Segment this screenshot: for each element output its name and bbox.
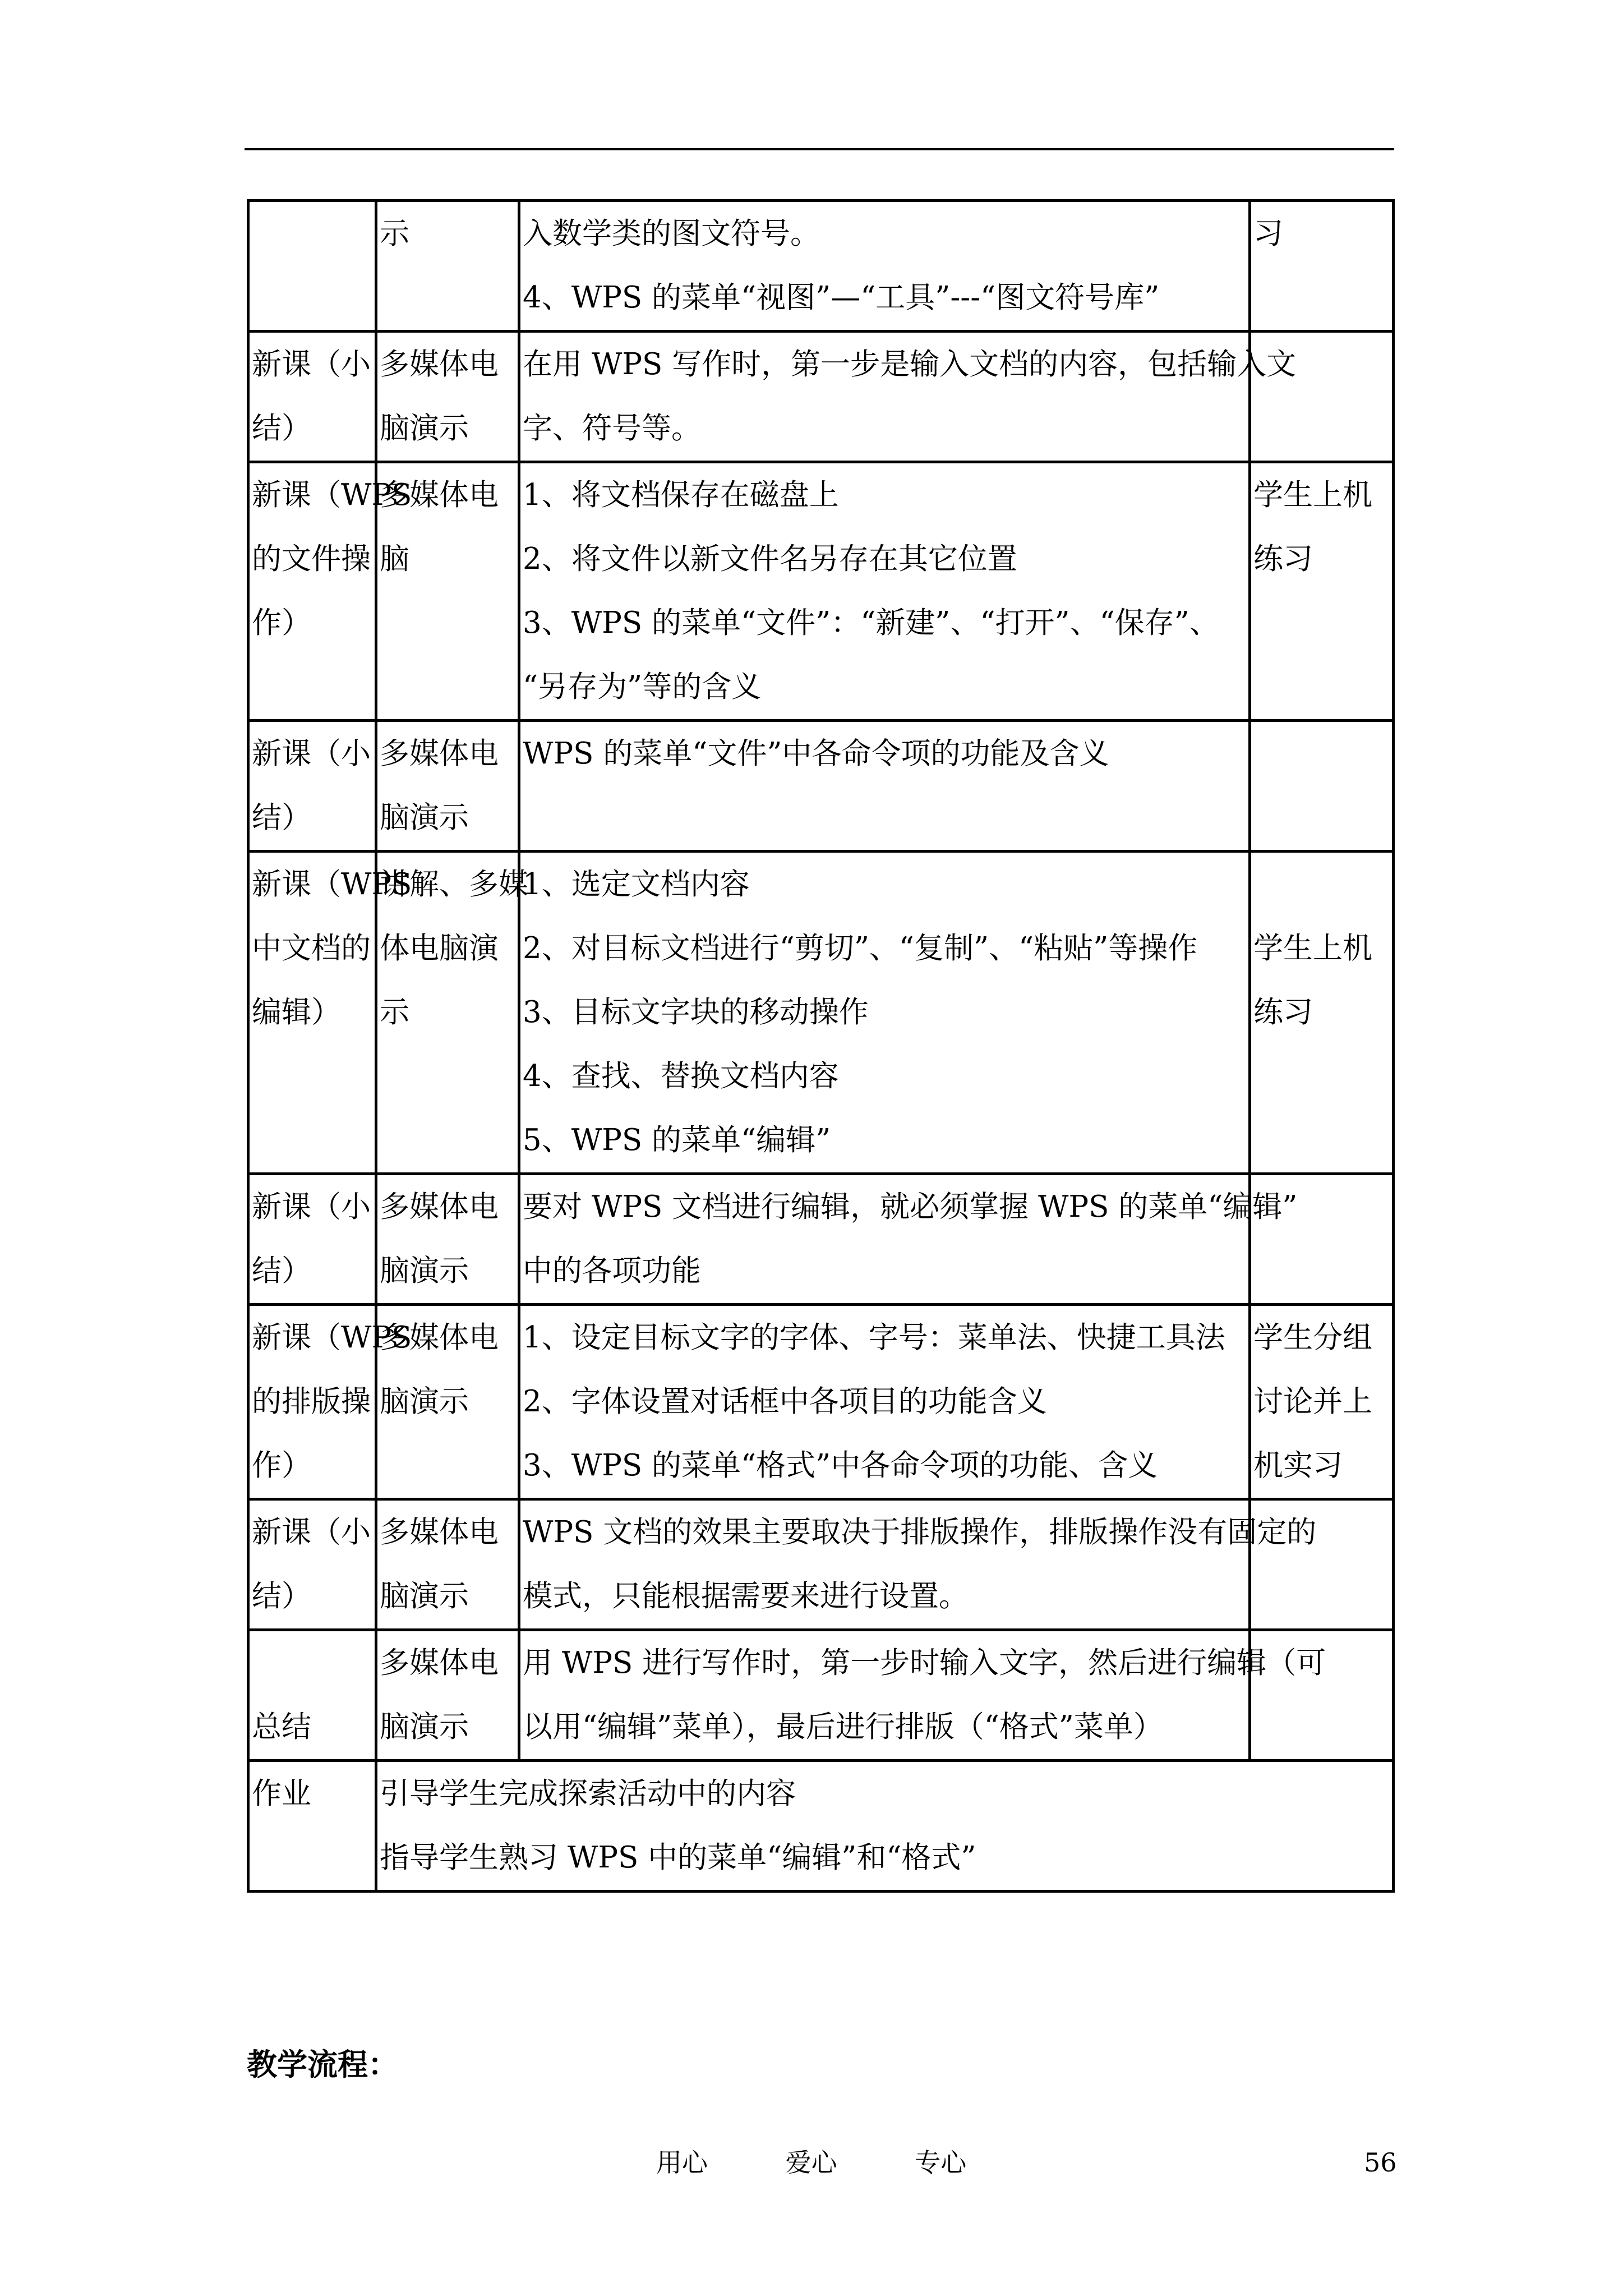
cell-line bbox=[1253, 853, 1390, 917]
cell-line: 2、将文件以新文件名另存在其它位置 bbox=[523, 542, 1017, 576]
cell-line: 脑演示 bbox=[380, 1579, 469, 1613]
cell-line: 脑演示 bbox=[380, 800, 469, 835]
section-title: 教学流程： bbox=[247, 2046, 398, 2082]
cell-line: “另存为”等的含义 bbox=[523, 670, 762, 704]
activity-cell bbox=[1250, 462, 1394, 721]
homework-line: 引导学生完成探索活动中的内容 bbox=[380, 1777, 796, 1811]
cell-line: 练习 bbox=[1253, 542, 1313, 576]
content-cell bbox=[519, 1174, 1298, 1305]
header-rule bbox=[245, 148, 1394, 150]
cell-line: 脑演示 bbox=[380, 1254, 469, 1288]
cell-line: 学生分组 bbox=[1253, 1320, 1372, 1355]
table-row bbox=[248, 462, 1394, 721]
cell-line: 1、选定文档内容 bbox=[523, 867, 750, 901]
footer-motto-word: 专心 bbox=[915, 2147, 967, 2178]
cell-line: 脑演示 bbox=[380, 411, 469, 445]
cell-line: 习 bbox=[1253, 217, 1283, 251]
cell-line: 多媒体电 bbox=[380, 1515, 499, 1549]
cell-line: 多媒体电 bbox=[380, 1646, 499, 1680]
method-cell bbox=[376, 332, 519, 462]
cell-line: 新课（小 bbox=[252, 347, 371, 381]
table-row bbox=[248, 852, 1394, 1174]
table-row bbox=[248, 201, 1394, 332]
lesson-plan-body bbox=[248, 201, 1394, 1892]
cell-line: 中的各项功能 bbox=[523, 1254, 701, 1288]
cell-line: 新课（小 bbox=[252, 1515, 371, 1549]
cell-line: 脑 bbox=[380, 542, 409, 576]
cell-line: 4、WPS 的菜单“视图”—“工具”---“图文符号库” bbox=[523, 280, 1160, 315]
stage-cell bbox=[248, 852, 412, 1174]
cell-line: 1、将文档保存在磁盘上 bbox=[523, 478, 839, 512]
cell-line: 练习 bbox=[1253, 995, 1313, 1029]
cell-line: 新课（WPS bbox=[252, 478, 412, 512]
cell-line: 2、字体设置对话框中各项目的功能含义 bbox=[523, 1384, 1047, 1419]
cell-line: 多媒体电 bbox=[380, 737, 499, 771]
cell-line: 中文档的 bbox=[252, 931, 371, 965]
cell-line: 新课（小 bbox=[252, 737, 371, 771]
cell-line: 2、对目标文档进行“剪切”、“复制”、“粘贴”等操作 bbox=[523, 931, 1198, 965]
cell-line: 的文件操 bbox=[252, 542, 371, 576]
cell-line: 5、WPS 的菜单“编辑” bbox=[523, 1123, 831, 1157]
lesson-plan-table bbox=[247, 199, 1395, 1893]
cell-line: 体电脑演 bbox=[380, 931, 499, 965]
table-row bbox=[248, 1630, 1394, 1761]
cell-line: 示 bbox=[380, 217, 409, 251]
cell-line: 要对 WPS 文档进行编辑，就必须掌握 WPS 的菜单“编辑” bbox=[523, 1190, 1298, 1224]
method-cell bbox=[376, 1630, 519, 1761]
cell-line: 模式，只能根据需要来进行设置。 bbox=[523, 1579, 969, 1613]
homework-line: 指导学生熟习 WPS 中的菜单“编辑”和“格式” bbox=[380, 1841, 976, 1875]
footer-motto bbox=[656, 2143, 1036, 2182]
cell-line: 新课（小 bbox=[252, 1190, 371, 1224]
stage-cell bbox=[248, 721, 376, 852]
content-cell bbox=[519, 332, 1297, 462]
cell-line: 总结 bbox=[252, 1710, 311, 1744]
content-cell bbox=[519, 721, 1250, 852]
cell-line: 用 WPS 进行写作时，第一步时输入文字，然后进行编辑（可 bbox=[523, 1646, 1326, 1680]
stage-cell bbox=[248, 1305, 412, 1499]
homework-row bbox=[248, 1761, 1394, 1892]
cell-line: 编辑） bbox=[252, 995, 341, 1029]
stage-cell bbox=[248, 332, 376, 462]
activity-cell bbox=[1250, 721, 1394, 852]
cell-line: 3、目标文字块的移动操作 bbox=[523, 995, 869, 1029]
cell-line: WPS 的菜单“文件”中各命令项的功能及含义 bbox=[523, 737, 1109, 771]
cell-line: 多媒体电 bbox=[380, 1190, 499, 1224]
cell-line: 在用 WPS 写作时，第一步是输入文档的内容，包括输入文 bbox=[523, 347, 1297, 381]
activity-cell bbox=[1250, 1305, 1394, 1499]
content-cell bbox=[519, 1630, 1326, 1761]
content-cell bbox=[519, 201, 1250, 332]
method-cell bbox=[376, 1305, 519, 1499]
table-row bbox=[248, 721, 1394, 852]
table-row bbox=[248, 332, 1394, 462]
table-row bbox=[248, 1174, 1394, 1305]
cell-line: 字、符号等。 bbox=[523, 411, 701, 445]
method-cell bbox=[376, 1499, 519, 1630]
cell-line: 结） bbox=[252, 800, 311, 835]
cell-line: 脑演示 bbox=[380, 1710, 469, 1744]
cell-line: 入数学类的图文符号。 bbox=[523, 217, 820, 251]
footer-motto-word: 爱心 bbox=[785, 2147, 837, 2178]
cell-line: 1、设定目标文字的字体、字号：菜单法、快捷工具法 bbox=[523, 1320, 1225, 1355]
cell-line: 脑演示 bbox=[380, 1384, 469, 1419]
stage-cell bbox=[248, 201, 376, 332]
cell-line: 结） bbox=[252, 1254, 311, 1288]
cell-line: 学生上机 bbox=[1253, 931, 1372, 965]
table-row bbox=[248, 1499, 1394, 1630]
stage-cell bbox=[248, 462, 412, 721]
cell-line: 3、WPS 的菜单“文件”：“新建”、“打开”、“保存”、 bbox=[523, 606, 1219, 640]
content-cell bbox=[519, 1305, 1250, 1499]
method-cell bbox=[376, 462, 519, 721]
homework-content bbox=[376, 1761, 1394, 1892]
cell-line: 示 bbox=[380, 995, 409, 1029]
homework-label: 作业 bbox=[248, 1761, 376, 1892]
cell-line: 的排版操 bbox=[252, 1384, 371, 1419]
stage-cell bbox=[248, 1499, 376, 1630]
page-number: 56 bbox=[1364, 2147, 1397, 2178]
cell-line: 讨论并上 bbox=[1253, 1384, 1372, 1419]
cell-line: 讲解、多媒 bbox=[380, 867, 528, 901]
activity-cell bbox=[1250, 201, 1394, 332]
cell-line: 学生上机 bbox=[1253, 478, 1372, 512]
cell-line: 多媒体电 bbox=[380, 1320, 499, 1355]
cell-line: 机实习 bbox=[1253, 1448, 1343, 1483]
content-cell bbox=[519, 462, 1250, 721]
cell-line: 作） bbox=[252, 1448, 311, 1483]
cell-line: 结） bbox=[252, 1579, 311, 1613]
content-cell bbox=[519, 1499, 1317, 1630]
table-row bbox=[248, 1305, 1394, 1499]
method-cell bbox=[376, 201, 519, 332]
stage-cell bbox=[248, 1630, 376, 1761]
cell-line: 结） bbox=[252, 411, 311, 445]
cell-line: WPS 文档的效果主要取决于排版操作，排版操作没有固定的 bbox=[523, 1515, 1317, 1549]
method-cell bbox=[376, 721, 519, 852]
cell-line: 以用“编辑”菜单），最后进行排版（“格式”菜单） bbox=[523, 1710, 1163, 1744]
cell-line: 3、WPS 的菜单“格式”中各命令项的功能、含义 bbox=[523, 1448, 1158, 1483]
activity-cell bbox=[1250, 852, 1394, 1174]
cell-line: 多媒体电 bbox=[380, 478, 499, 512]
stage-cell bbox=[248, 1174, 376, 1305]
cell-line: 多媒体电 bbox=[380, 347, 499, 381]
cell-line: 新课（WPS bbox=[252, 1320, 412, 1355]
cell-line: 4、查找、替换文档内容 bbox=[523, 1059, 839, 1093]
cell-line: 作） bbox=[252, 606, 311, 640]
method-cell bbox=[376, 852, 528, 1174]
cell-line: 新课（WPS bbox=[252, 867, 412, 901]
footer-motto-word: 用心 bbox=[656, 2147, 708, 2178]
method-cell bbox=[376, 1174, 519, 1305]
content-cell bbox=[519, 852, 1250, 1174]
